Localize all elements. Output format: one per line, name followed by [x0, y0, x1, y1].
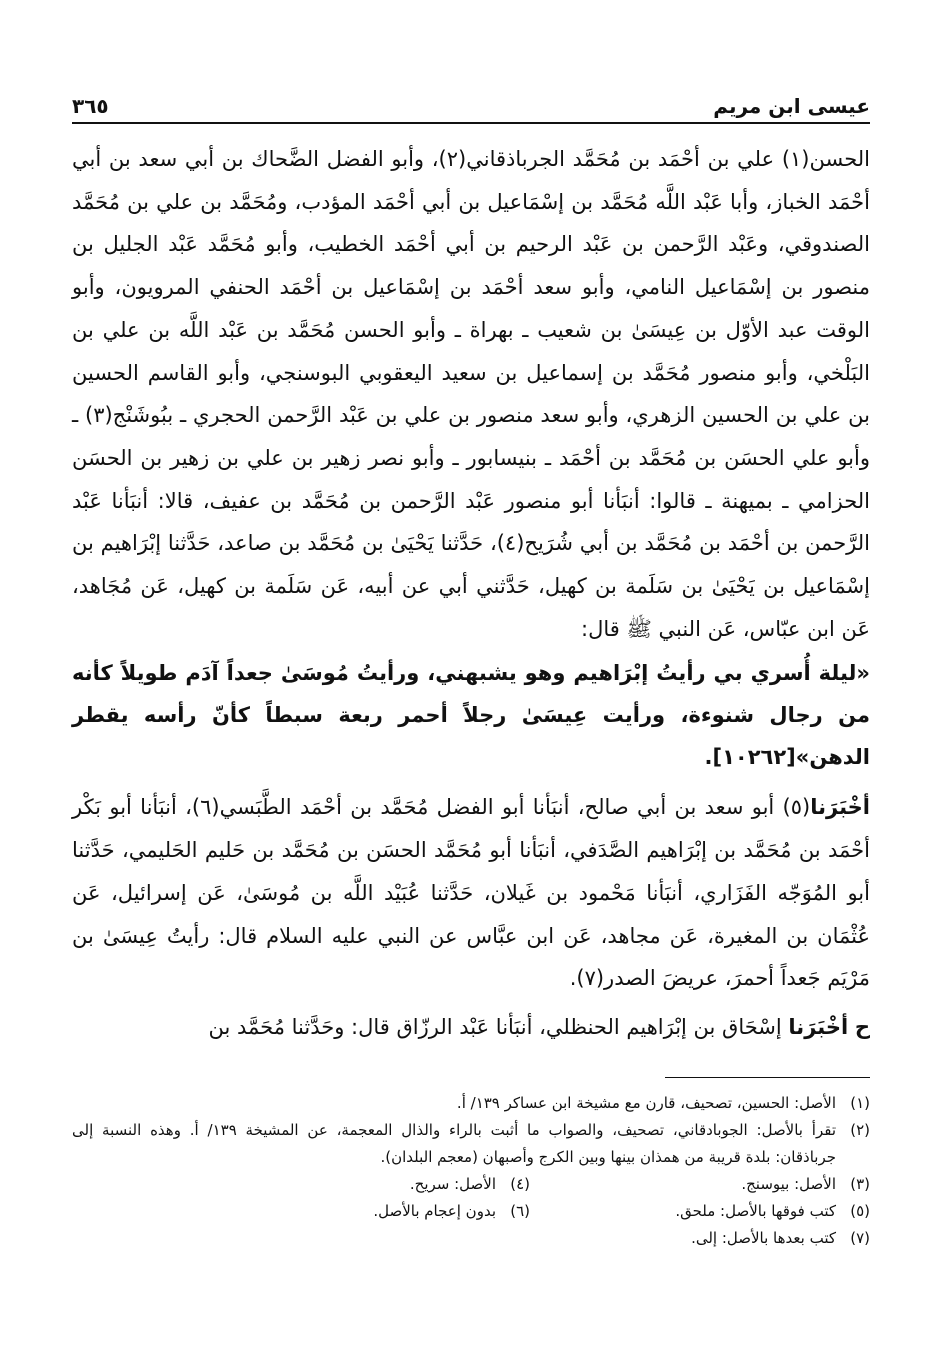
hadith-text: «ليلة أُسري بي رأيتُ إبْرَاهيم وهو يشبهني، ورأيتُ مُوسَىٰ جعداً آدَم طويلاً كأنه من رجال شنوءة، ورأيت عِيسَىٰ رجلاً أحمر ربعة سبطاً كأنّ رأسه يقطر الدهن»[١٠٢٦٢].: [72, 661, 870, 770]
footnote-text: بدون إعجام بالأصل.: [373, 1201, 496, 1220]
footnote: [72, 1225, 870, 1252]
footnote: [530, 1171, 870, 1198]
ha-marker: ح: [854, 1014, 870, 1039]
footnote: [190, 1198, 530, 1225]
third-paragraph-text: إسْحَاق بن إبْرَاهيم الحنظلي، أنبَأنا عَبْد الرزّاق قال: وحَدَّثنا مُحَمَّد بن: [208, 1014, 782, 1039]
page-number: ٣٦٥: [72, 94, 109, 118]
footnotes: [72, 1090, 870, 1252]
footnote: [72, 1117, 870, 1171]
second-paragraph-text: (٥) أبو سعد بن أبي صالح، أنبَأنا أبو الفضل مُحَمَّد بن أحْمَد الطَّبَسي(٦)، أنبَأنا أبو بَكْر أحْمَد بن مُحَمَّد بن إبْرَاهيم الصَّدَفي، أنبَأنا أبو مُحَمَّد الحسَن بن مُحَمَّد بن حَليم الحَليمي، حَدَّثنا أبو المُوَجّه الفَزَاري، أنبَأنا مَحْمود بن غَيلان، حَدَّثنا عُبَيْد اللَّه بن مُوسَىٰ، عَن إسرائيل، عَن عُثْمَان بن المغيرة، عَن مجاهد، عَن ابن عبَّاس عن النبي عليه السلام قال: رأيتُ عِيسَىٰ بن مَرْيَم جَعداً أحمرَ، عريضَ الصدر(٧).: [72, 795, 870, 991]
footnote-text: الأصل: الحسين، تصحيف، قارن مع مشيخة ابن عساكر ١٣٩/ أ.: [456, 1093, 836, 1112]
footnote-pair: [72, 1198, 870, 1225]
akhbarana-keyword-2: أخْبَرَنا: [788, 1014, 849, 1039]
chapter-title: عيسى ابن مريم: [713, 94, 870, 118]
footnote-rule: [665, 1077, 870, 1078]
footnote-text: تقرأ بالأصل: الجوبادقاني، تصحيف، والصواب ما أثبت بالراء والذال المعجمة، عن المشيخة ١٣٩/ أ. وهذه النسبة إلى جرباذقان: بلدة قريبة من همذان بينها وبين الكرج وأصبهان (معجم البلدان).: [72, 1120, 836, 1166]
isnad-paragraph: الحسن(١) علي بن أحْمَد بن مُحَمَّد الجرباذقاني(٢)، وأبو الفضل الضَّحاك بن أبي سعد بن أبي أحْمَد الخباز، وأبا عَبْد اللَّه مُحَمَّد بن إسْمَاعيل بن أبي أحْمَد المؤدب، ومُحَمَّد بن علي بن مُحَمَّد الصندوقي، وعَبْد الرَّحمن بن عَبْد الرحيم بن أبي أحْمَد الخطيب، وأبو مُحَمَّد عَبْد الجليل بن منصور بن إسْمَاعيل النامي، وأبو سعد أحْمَد بن إسْمَاعيل بن أحْمَد الحنفي المرويون، وأبو الوقت عبد الأوّل بن عِيسَىٰ بن شعيب ـ بهراة ـ وأبو الحسن مُحَمَّد بن عَبْد اللَّه بن علي بن البَلْخي، وأبو منصور مُحَمَّد بن إسماعيل بن سعيد اليعقوبي البوسنجي، وأبو القاسم الحسين بن علي بن الحسين الزهري، وأبو سعد منصور بن علي بن عَبْد الرَّحمن الحجري ـ ببُوشَنْج(٣) ـ وأبو علي الحسَن بن مُحَمَّد بن أحْمَد ـ بنيسابور ـ وأبو نصر زهير بن علي بن زهير بن الحسَن الحزامي ـ بميهنة ـ قالوا: أنبَأنا أبو منصور عَبْد الرَّحمن بن مُحَمَّد بن عفيف، قالا: أنبَأنا عَبْد الرَّحمن بن أحْمَد بن مُحَمَّد بن أبي شُرَيح(٤)، حَدَّثنا يَحْيَىٰ بن مُحَمَّد بن صاعد، حَدَّثنا إبْرَاهيم بن إسْمَاعيل بن يَحْيَىٰ بن سَلَمة بن كهيل، حَدَّثني أبي عن أبيه، عَن سَلَمة بن كهيل، عَن مُجَاهد، عَن ابن عبّاس، عَن النبي ﷺ قال:: [72, 147, 871, 641]
footnote: [530, 1198, 870, 1225]
footnote-number: (١): [850, 1093, 870, 1112]
footnote-number: (٣): [850, 1174, 870, 1193]
footnote-pair: [72, 1171, 870, 1198]
running-header: [72, 88, 870, 118]
main-text: [72, 138, 870, 1049]
footnote-text: كتب بعدها بالأصل: إلى.: [691, 1228, 836, 1247]
footnote-text: الأصل: بيوسنج.: [741, 1174, 836, 1193]
footnote-number: (٢): [850, 1120, 870, 1139]
footnote-number: (٦): [510, 1201, 530, 1220]
footnote: [72, 1090, 870, 1117]
third-paragraph: [72, 1006, 870, 1049]
footnote-number: (٤): [510, 1174, 530, 1193]
header-rule: [72, 122, 870, 124]
footnote-text: الأصل: سريح.: [409, 1174, 496, 1193]
footnote-text: كتب فوقها بالأصل: ملحق.: [675, 1201, 836, 1220]
akhbarana-keyword: أخْبَرَنا: [810, 795, 870, 820]
footnote-number: (٥): [850, 1201, 870, 1220]
second-paragraph: [72, 786, 870, 1000]
footnote: [190, 1171, 530, 1198]
book-page: [72, 88, 870, 1328]
footnote-number: (٧): [850, 1228, 870, 1247]
